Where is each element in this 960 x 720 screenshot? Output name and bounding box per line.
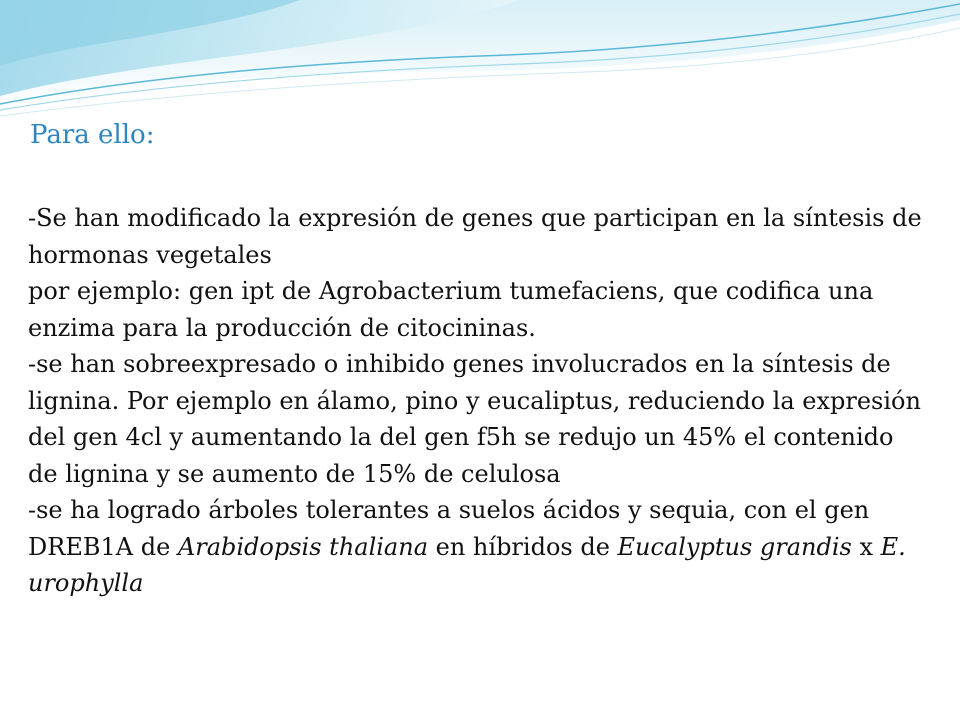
- dreb1a-text-part1: -se ha logrado árboles tolerantes a suelos ácidos y sequia, con el gen DREB1A de: [28, 496, 870, 561]
- dreb1a-text-part2: en híbridos de: [428, 532, 618, 561]
- paragraph-lignin: -se han sobreexpresado o inhibido genes involucrados en la síntesis de lignina. Por ejemplo en álamo, pino y eucaliptus, reduciendo la expresión del gen 4cl y aumentando la del gen f5h se redujo un 45% el contenido de lignina y se aumento de 15% de celulosa: [28, 350, 921, 488]
- paragraph-dreb1a: [28, 492, 928, 602]
- species-arabidopsis: Arabidopsis thaliana: [177, 532, 429, 561]
- paragraph-ipt-example: por ejemplo: gen ipt de Agrobacterium tumefaciens, que codifica una enzima para la producción de citocininas.: [28, 277, 874, 342]
- paragraph-hormones: -Se han modificado la expresión de genes que participan en la síntesis de hormonas vegetales: [28, 204, 922, 269]
- header-wave-decoration: [0, 0, 960, 120]
- dreb1a-text-part3: x: [851, 532, 881, 561]
- slide-body: [28, 200, 928, 602]
- species-eucalyptus-grandis: Eucalyptus grandis: [617, 532, 852, 561]
- slide-heading: Para ello:: [30, 120, 155, 150]
- species-eucalyptus-urophylla: E. urophylla: [28, 532, 906, 597]
